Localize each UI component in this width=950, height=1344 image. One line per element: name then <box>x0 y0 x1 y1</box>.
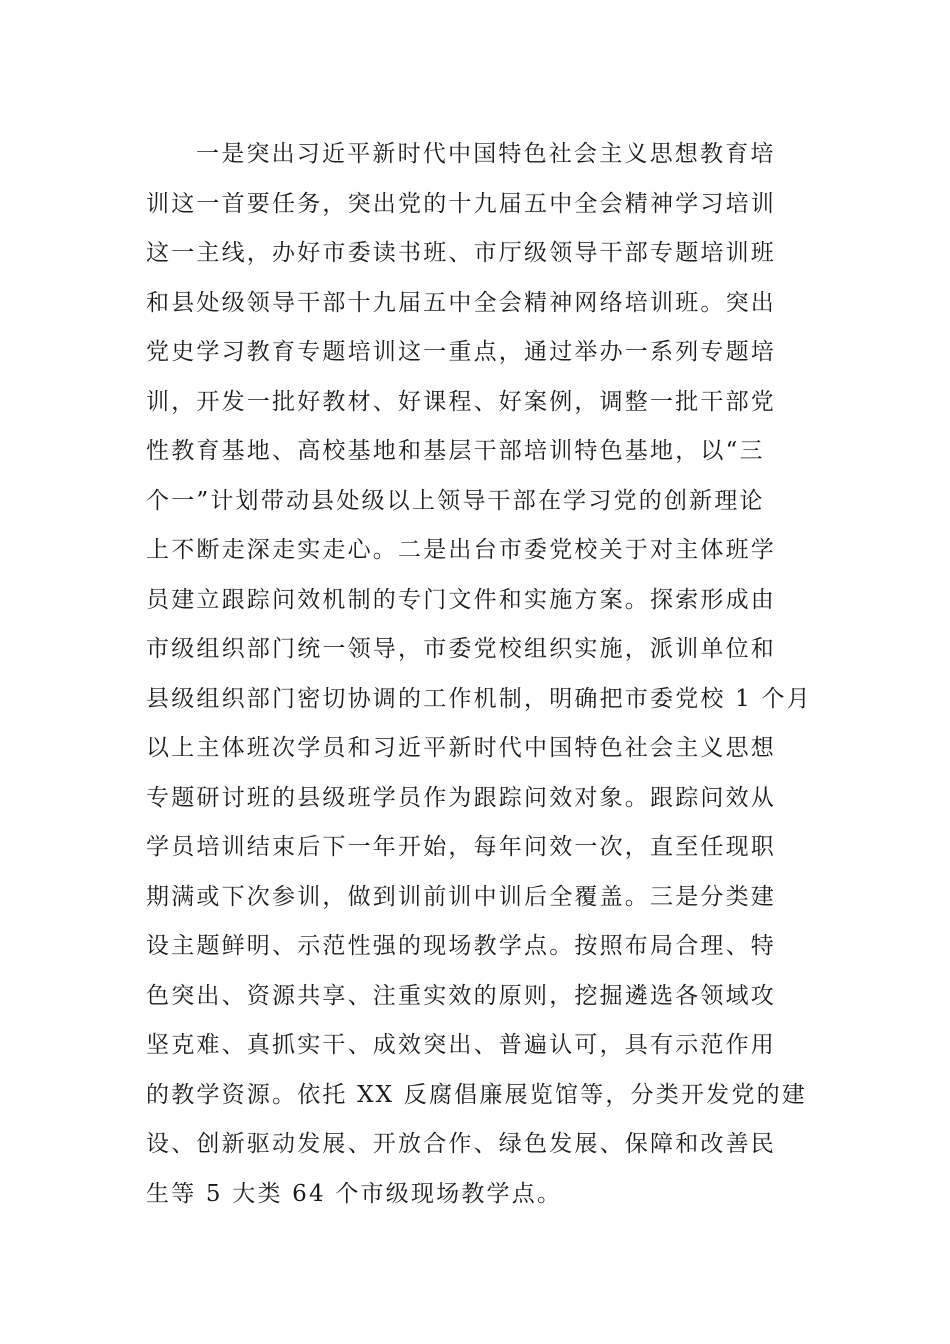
paragraph-line: 员建立跟踪问效机制的专门文件和实施方案。探索形成由 <box>146 586 776 613</box>
paragraph-line: 训这一首要任务，突出党的十九届五中全会精神学习培训 <box>146 190 776 217</box>
paragraph-line: 上不断走深走实走心。二是出台市委党校关于对主体班学 <box>146 537 776 563</box>
paragraph-line: 党史学习教育专题培训这一重点，通过举办一系列专题培 <box>146 339 776 365</box>
paragraph-line: 性教育基地、高校基地和基层干部培训特色基地，以“三 <box>146 438 765 464</box>
body-paragraph <box>146 130 810 1219</box>
paragraph-line: 设、创新驱动发展、开放合作、绿色发展、保障和改善民 <box>146 1131 776 1157</box>
paragraph-line: 学员培训结束后下一年开始，每年问效一次，直至任现职 <box>146 834 776 860</box>
paragraph-line: 市级组织部门统一领导，市委党校组织实施，派训单位和 <box>146 636 776 662</box>
paragraph-line: 的教学资源。依托 XX 反腐倡廉展览馆等，分类开发党的建 <box>146 1081 807 1108</box>
paragraph-line: 这一主线，办好市委读书班、市厅级领导干部专题培训班 <box>146 240 776 266</box>
paragraph-line: 训，开发一批好教材、好课程、好案例，调整一批干部党 <box>146 388 776 415</box>
paragraph-line: 期满或下次参训，做到训前训中训后全覆盖。三是分类建 <box>146 883 776 910</box>
paragraph-line: 和县处级领导干部十九届五中全会精神网络培训班。突出 <box>146 289 776 316</box>
paragraph-line: 一是突出习近平新时代中国特色社会主义思想教育培 <box>196 141 776 167</box>
paragraph-line: 县级组织部门密切协调的工作机制，明确把市委党校 1 个月 <box>146 685 812 712</box>
paragraph-line: 以上主体班次学员和习近平新时代中国特色社会主义思想 <box>146 735 776 761</box>
paragraph-line: 设主题鲜明、示范性强的现场教学点。按照布局合理、特 <box>146 933 776 959</box>
paragraph-line: 个一”计划带动县处级以上领导干部在学习党的创新理论 <box>146 487 765 514</box>
paragraph-line: 色突出、资源共享、注重实效的原则，挖掘遴选各领域攻 <box>146 982 776 1009</box>
paragraph-line: 生等 5 大类 64 个市级现场教学点。 <box>146 1180 563 1207</box>
paragraph-line: 专题研讨班的县级班学员作为跟踪问效对象。跟踪问效从 <box>146 784 776 811</box>
paragraph-line: 坚克难、真抓实干、成效突出、普遍认可，具有示范作用 <box>146 1032 776 1058</box>
